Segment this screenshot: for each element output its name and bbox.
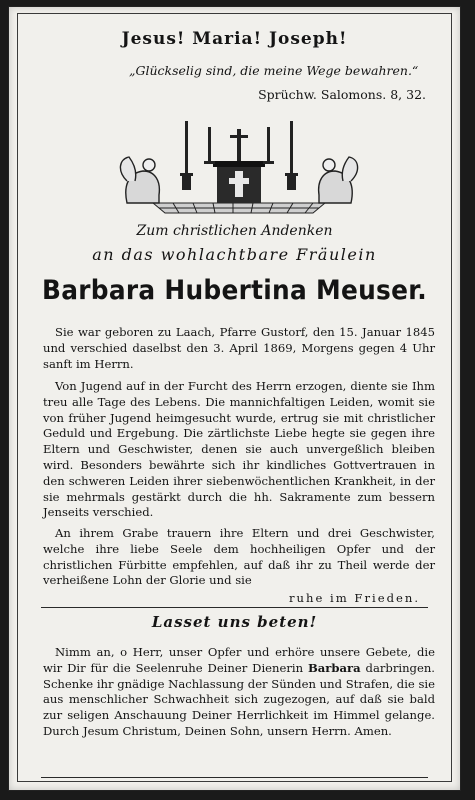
biography-paragraph-2: Von Jugend auf in der Furcht des Herrn erzogen, diente sie Ihm treu alle Tage des Lebens. Die mannichfaltigen Leiden, womit sie von früher Jugend heimgesucht wurde, ertrug sie mit christlicher Geduld und Ergebung. Die zärtlichste Liebe hegte sie gegen ihre Eltern und Geschwister, denen sie auch unvergeßlich bleiben wird. Besonders bewährte sich ihr kindliches Gottvertrauen in den schweren Leiden ihrer siebenwöchentlichen Krankheit, in der sie mehrmals gestärkt durch die hh. Sakramente zum bessern Jenseits verschied. — [43, 379, 435, 520]
invocation-heading: Jesus! Maria! Joseph! — [121, 29, 348, 49]
prayer-text-end: darbringen. Schenke ihr gnädige Nachlassung der Sünden und Strafen, die sie aus menschlicher Schwachheit sich zugezogen, auf daß sie bald zur seligen Anschauung Deiner Herrlichkeit im Himmel gelange. Durch Jesum Christum, Deinen Sohn, unsern Herrn. Amen. — [43, 660, 435, 738]
biography-paragraph-3: An ihrem Grabe trauern ihre Eltern und drei Geschwister, welche ihre liebe Seele dem hochheiligen Opfer und der christlichen Fürbitte empfehlen, auf daß ihr zu Theil werde der verheißene Lohn der Glorie und sie — [43, 526, 435, 588]
rest-in-peace-line: ruhe im Frieden. — [289, 591, 420, 605]
motto-source: Sprüchw. Salomons. 8, 32. — [258, 87, 426, 102]
altar-with-candles-and-angels-icon — [113, 115, 365, 219]
divider — [41, 607, 428, 608]
bottom-divider — [41, 777, 428, 778]
dedication-line-2: an das wohlachtbare Fräulein — [92, 245, 377, 264]
memorial-card — [8, 6, 461, 791]
prayer-heading: Lasset uns beten! — [151, 613, 318, 631]
dedication-line-1: Zum christlichen Andenken — [136, 223, 333, 239]
deceased-name: Barbara Hubertina Meuser. — [42, 275, 427, 306]
bible-motto: „Glückselig sind, die meine Wege bewahren.“ — [129, 63, 419, 78]
prayer-text — [43, 645, 435, 740]
prayer-name: Barbara — [307, 660, 361, 675]
biography-paragraph-1: Sie war geboren zu Laach, Pfarre Gustorf, den 15. Januar 1845 und verschied daselbst den 3. April 1869, Morgens gegen 4 Uhr sanft im Herrn. — [43, 325, 435, 371]
prayer-text-start: Nimm an, o Herr, unser Opfer und erhöre unsere Gebete, die wir Dir für die Seelenruhe Deiner Dienerin — [43, 645, 435, 675]
